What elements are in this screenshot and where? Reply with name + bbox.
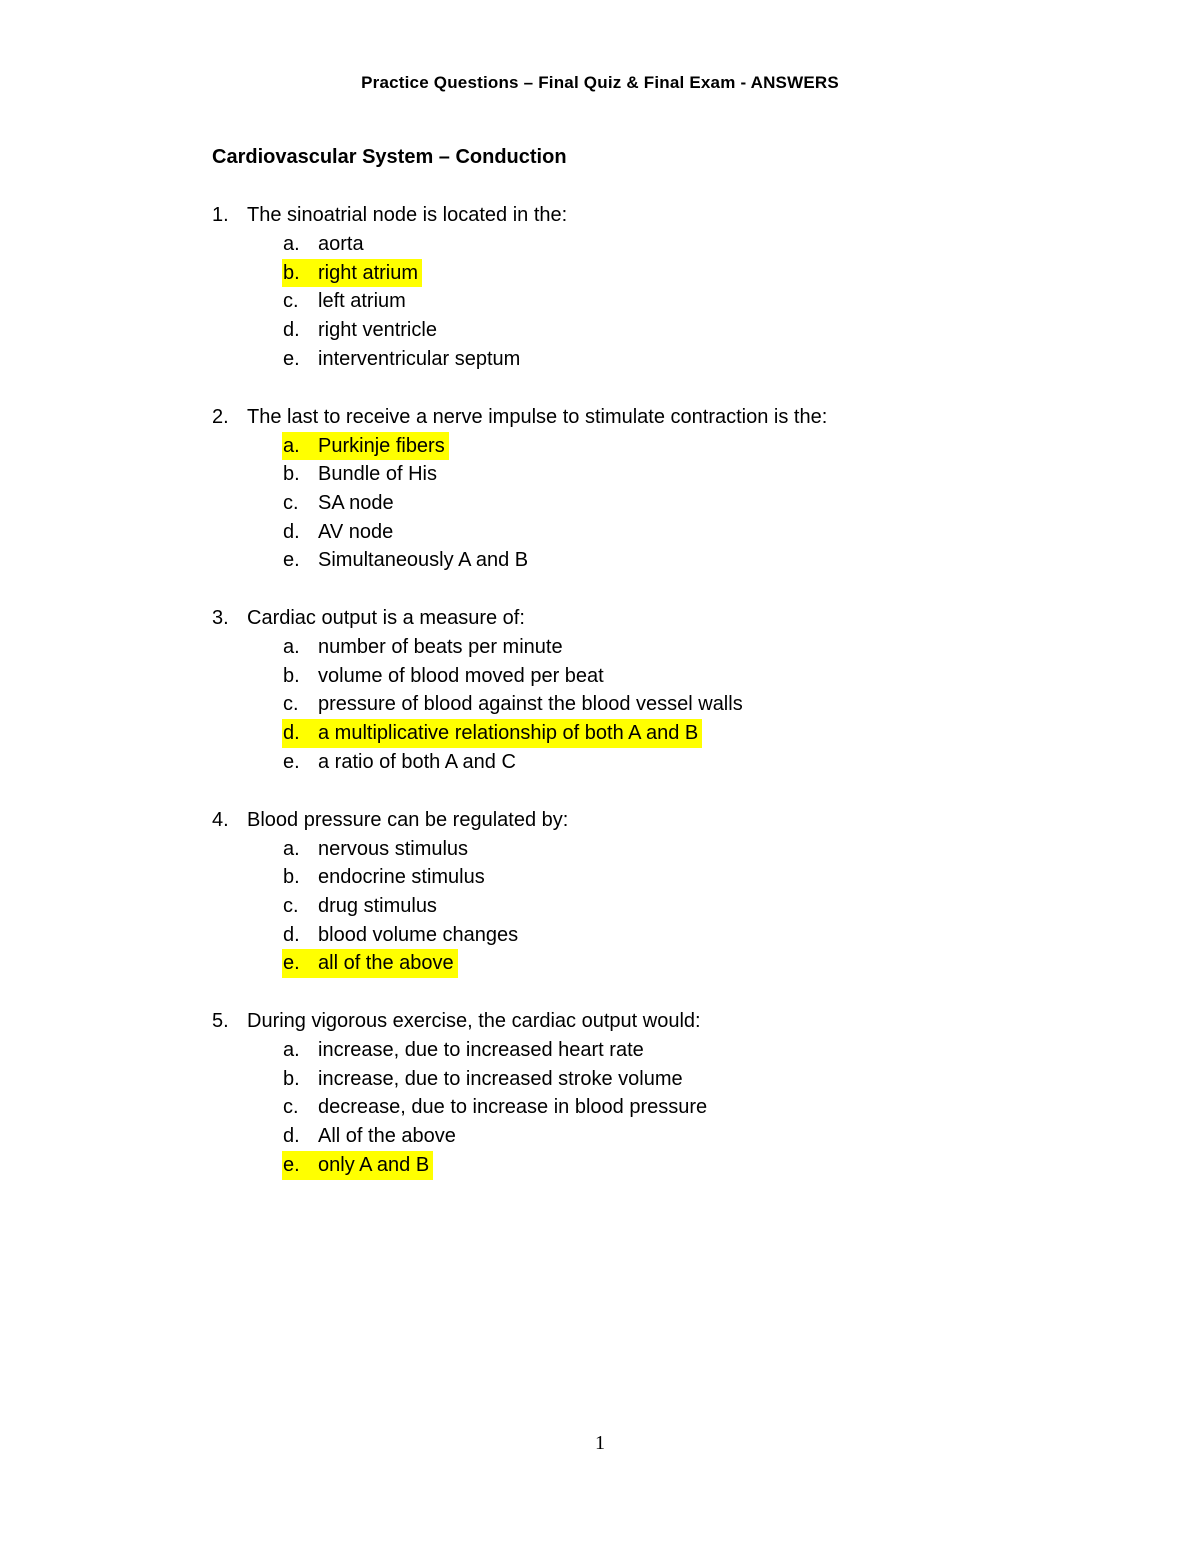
option-content [282,345,524,374]
question-stem [212,604,1112,633]
option-text: increase, due to increased stroke volume [318,1067,683,1090]
option-text: endocrine stimulus [318,866,485,889]
option-text: nervous stimulus [318,837,469,860]
question-number: 4. [212,808,229,831]
answer-option [282,748,1112,777]
option-content [282,460,441,489]
option-letter: a. [283,636,300,659]
option-text: All of the above [318,1125,456,1148]
option-text: number of beats per minute [318,636,563,659]
option-content [282,489,398,518]
answer-option [282,316,1112,345]
answer-option [282,460,1112,489]
answer-option [282,518,1112,547]
section-title: Cardiovascular System – Conduction [212,146,567,168]
option-text: drug stimulus [318,894,437,917]
correct-answer-highlight [282,949,458,978]
answer-option [282,1093,1112,1122]
option-text: a multiplicative relationship of both A and B [318,722,699,745]
option-letter: a. [283,434,300,457]
option-letter: e. [283,1153,300,1176]
option-letter: c. [283,693,299,716]
question-list [212,201,1112,1180]
option-letter: d. [283,319,300,342]
option-text: AV node [318,520,394,543]
document-body [212,143,1112,1209]
question-text: The sinoatrial node is located in the: [247,204,568,226]
option-text: left atrium [318,290,406,313]
answer-option [282,662,1112,691]
option-letter: a. [283,837,300,860]
option-content [282,316,441,345]
option-letter: b. [283,664,300,687]
answer-option-highlighted [282,1151,1112,1180]
option-content [282,518,397,547]
answer-option [282,921,1112,950]
question-number: 1. [212,204,229,226]
option-letter: d. [283,722,300,745]
option-letter: c. [283,894,299,917]
option-letter: b. [283,261,300,284]
option-content [282,546,532,575]
answer-option [282,489,1112,518]
question-number: 2. [212,405,229,428]
option-text: right atrium [318,261,419,284]
question-text: During vigorous exercise, the cardiac output would: [247,1010,701,1033]
answer-option [282,690,1112,719]
option-letter: a. [283,233,300,255]
question-stem [212,806,1112,835]
question-number: 5. [212,1010,229,1033]
option-content [282,1093,711,1122]
answer-option [282,230,1112,259]
option-content [282,633,567,662]
option-text: decrease, due to increase in blood pressure [318,1096,708,1119]
option-letter: b. [283,1067,300,1090]
option-letter: d. [283,923,300,946]
option-text: SA node [318,491,394,514]
question-stem [212,403,1112,432]
option-content [282,1122,460,1151]
answer-option [282,1122,1112,1151]
answer-option [282,835,1112,864]
option-letter: a. [283,1039,300,1062]
option-text: Purkinje fibers [318,434,445,457]
option-content [282,230,368,259]
option-content [282,921,522,950]
page-header: Practice Questions – Final Quiz & Final Exam - ANSWERS [361,73,839,92]
option-text: pressure of blood against the blood vessel walls [318,693,743,716]
option-list [212,432,1112,576]
question-3 [212,604,1112,777]
answer-option [282,1036,1112,1065]
answer-option [282,892,1112,921]
question-2 [212,403,1112,576]
option-text: interventricular septum [318,347,521,370]
answer-option-highlighted [282,949,1112,978]
answer-option [282,863,1112,892]
option-content [282,690,747,719]
option-letter: e. [283,549,300,572]
question-stem [212,201,1112,230]
option-text: Simultaneously A and B [318,549,529,572]
option-content [282,863,489,892]
option-letter: c. [283,290,299,313]
option-letter: c. [283,1096,299,1119]
answer-option-highlighted [282,719,1112,748]
option-letter: e. [283,347,300,370]
option-text: blood volume changes [318,923,519,946]
option-text: only A and B [318,1153,430,1176]
option-list [212,835,1112,979]
option-text: increase, due to increased heart rate [318,1039,644,1062]
correct-answer-highlight [282,719,702,748]
question-5 [212,1007,1112,1180]
option-content [282,662,608,691]
option-content [282,1036,648,1065]
question-text: Cardiac output is a measure of: [247,607,525,630]
option-content [282,892,441,921]
option-content [282,748,520,777]
option-content [282,287,410,316]
option-letter: d. [283,520,300,543]
option-content [282,835,472,864]
answer-option-highlighted [282,432,1112,461]
answer-option-highlighted [282,259,1112,288]
answer-option [282,345,1112,374]
question-text: Blood pressure can be regulated by: [247,808,569,831]
option-text: right ventricle [318,319,437,342]
option-list [212,230,1112,374]
option-text: a ratio of both A and C [318,750,516,773]
option-text: aorta [318,233,364,255]
page-number: 1 [595,1432,605,1454]
correct-answer-highlight [282,1151,433,1180]
option-letter: e. [283,750,300,773]
option-letter: e. [283,952,300,975]
answer-option [282,546,1112,575]
question-1 [212,201,1112,374]
question-4 [212,806,1112,979]
answer-option [282,287,1112,316]
option-letter: d. [283,1125,300,1148]
option-text: all of the above [318,952,454,975]
correct-answer-highlight [282,432,449,461]
option-list [212,633,1112,777]
option-letter: b. [283,866,300,889]
option-text: Bundle of His [318,463,437,486]
option-letter: b. [283,463,300,486]
answer-option [282,1065,1112,1094]
option-text: volume of blood moved per beat [318,664,604,687]
question-stem [212,1007,1112,1036]
correct-answer-highlight [282,259,422,288]
option-content [282,1065,687,1094]
question-text: The last to receive a nerve impulse to stimulate contraction is the: [247,405,828,428]
answer-option [282,633,1112,662]
question-number: 3. [212,607,229,630]
option-letter: c. [283,491,299,514]
option-list [212,1036,1112,1180]
